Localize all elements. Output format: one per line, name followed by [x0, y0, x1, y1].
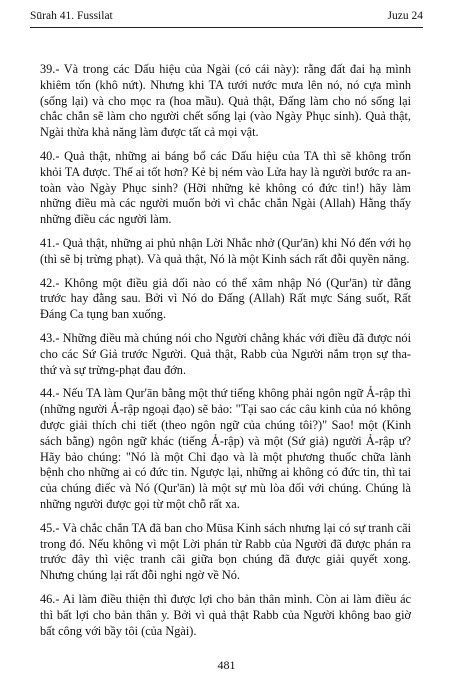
surah-title: Sūrah 41. Fussilat: [30, 10, 113, 22]
verse-list: [40, 62, 411, 647]
verse-40: 40.- Quả thật, những ai báng bổ các Dấu hiệu của TA thì sẽ không trốn khỏi TA được. Thế ai tốt hơn? Kẻ bị ném vào Lửa hay là người bước ra an-toàn vào Ngày Phục sinh? (Hỡi những kẻ không có đức tin!) hãy làm những điều mà các người muốn bởi vì chắc chắn Ngài (Allah) Hằng thấy những điều các người làm.: [40, 148, 411, 227]
verse-41: 41.- Quả thật, những ai phủ nhận Lời Nhắc nhở (Qur'ān) khi Nó đến với họ (thì sẽ bị trừng phạt). Và quả thật, Nó là một Kinh sách rất đỗi quyền năng.: [40, 235, 411, 266]
verse-39: 39.- Và trong các Dấu hiệu của Ngài (có cái này): rằng đất đai hạ mình khiêm tốn (khô nứt). Nhưng khi TA tưới nước mưa lên nó, nó cựa mình (sống lại) và cho mọc ra (hoa mầu). Quả thật, Đấng làm cho nó sống lại chắc chắn sẽ làm cho người chết sống lại (vào Ngày Phục sinh). Quả thật, Ngài thừa khả năng làm được tất cả mọi vật.: [40, 62, 411, 140]
verse-46: 46.- Ai làm điều thiện thì được lợi cho bản thân mình. Còn ai làm điều ác thì bất lợi cho bản thân y. Bởi vì quả thật Rabb của Người không bao giờ bất công với bầy tôi (của Ngài).: [40, 591, 411, 638]
verse-42: 42.- Không một điều giả dối nào có thể xâm nhập Nó (Qur'ān) từ đằng trước hay đằng sau. Bởi vì Nó do Đấng (Allah) Rất mực Sáng suốt, Rất Đáng Ca tụng ban xuống.: [40, 275, 411, 322]
verse-45: 45.- Và chắc chắn TA đã ban cho Mūsa Kinh sách nhưng lại có sự tranh cãi trong đó. Nếu không vì một Lời phán từ Rabb của Người đã được phán ra trước đây thì việc tranh cãi giữa bọn chúng đã được giải quyết xong. Nhưng chúng lại rất đỗi nghi ngờ về Nó.: [40, 520, 411, 583]
header-rule: [30, 27, 423, 28]
running-header: [30, 6, 423, 26]
verse-44: 44.- Nếu TA làm Qur'ān bằng một thứ tiếng không phải ngôn ngữ Ả-rập thì (những người Ả-rập ngoại đạo) sẽ bảo: "Tại sao các câu kinh của nó không được giải thích chi tiết (theo ngôn ngữ của chúng tôi?)" Sao! một (Kinh sách bằng) ngôn ngữ khác (tiếng Ả-rập) và một (Sứ giả) người Ả-rập ư? Hãy bảo chúng: "Nó là một Chỉ đạo và là một phương thuốc chữa lành bệnh cho những ai có đức tin. Ngược lại, những ai không có đức tin, thì tai của chúng điếc và Nó (Qur'ān) là một sự mù lòa đối với chúng. Chúng là những người được gọi từ một chỗ rất xa.: [40, 386, 411, 511]
verse-43: 43.- Những điều mà chúng nói cho Người chẳng khác với điều đã được nói cho các Sứ Giả trước Người. Quả thật, Rabb của Người nắm trọn sự tha-thứ và sự trừng-phạt đau đớn.: [40, 330, 411, 377]
juz-label: Juzu 24: [387, 10, 423, 22]
page-number: 481: [217, 658, 236, 672]
